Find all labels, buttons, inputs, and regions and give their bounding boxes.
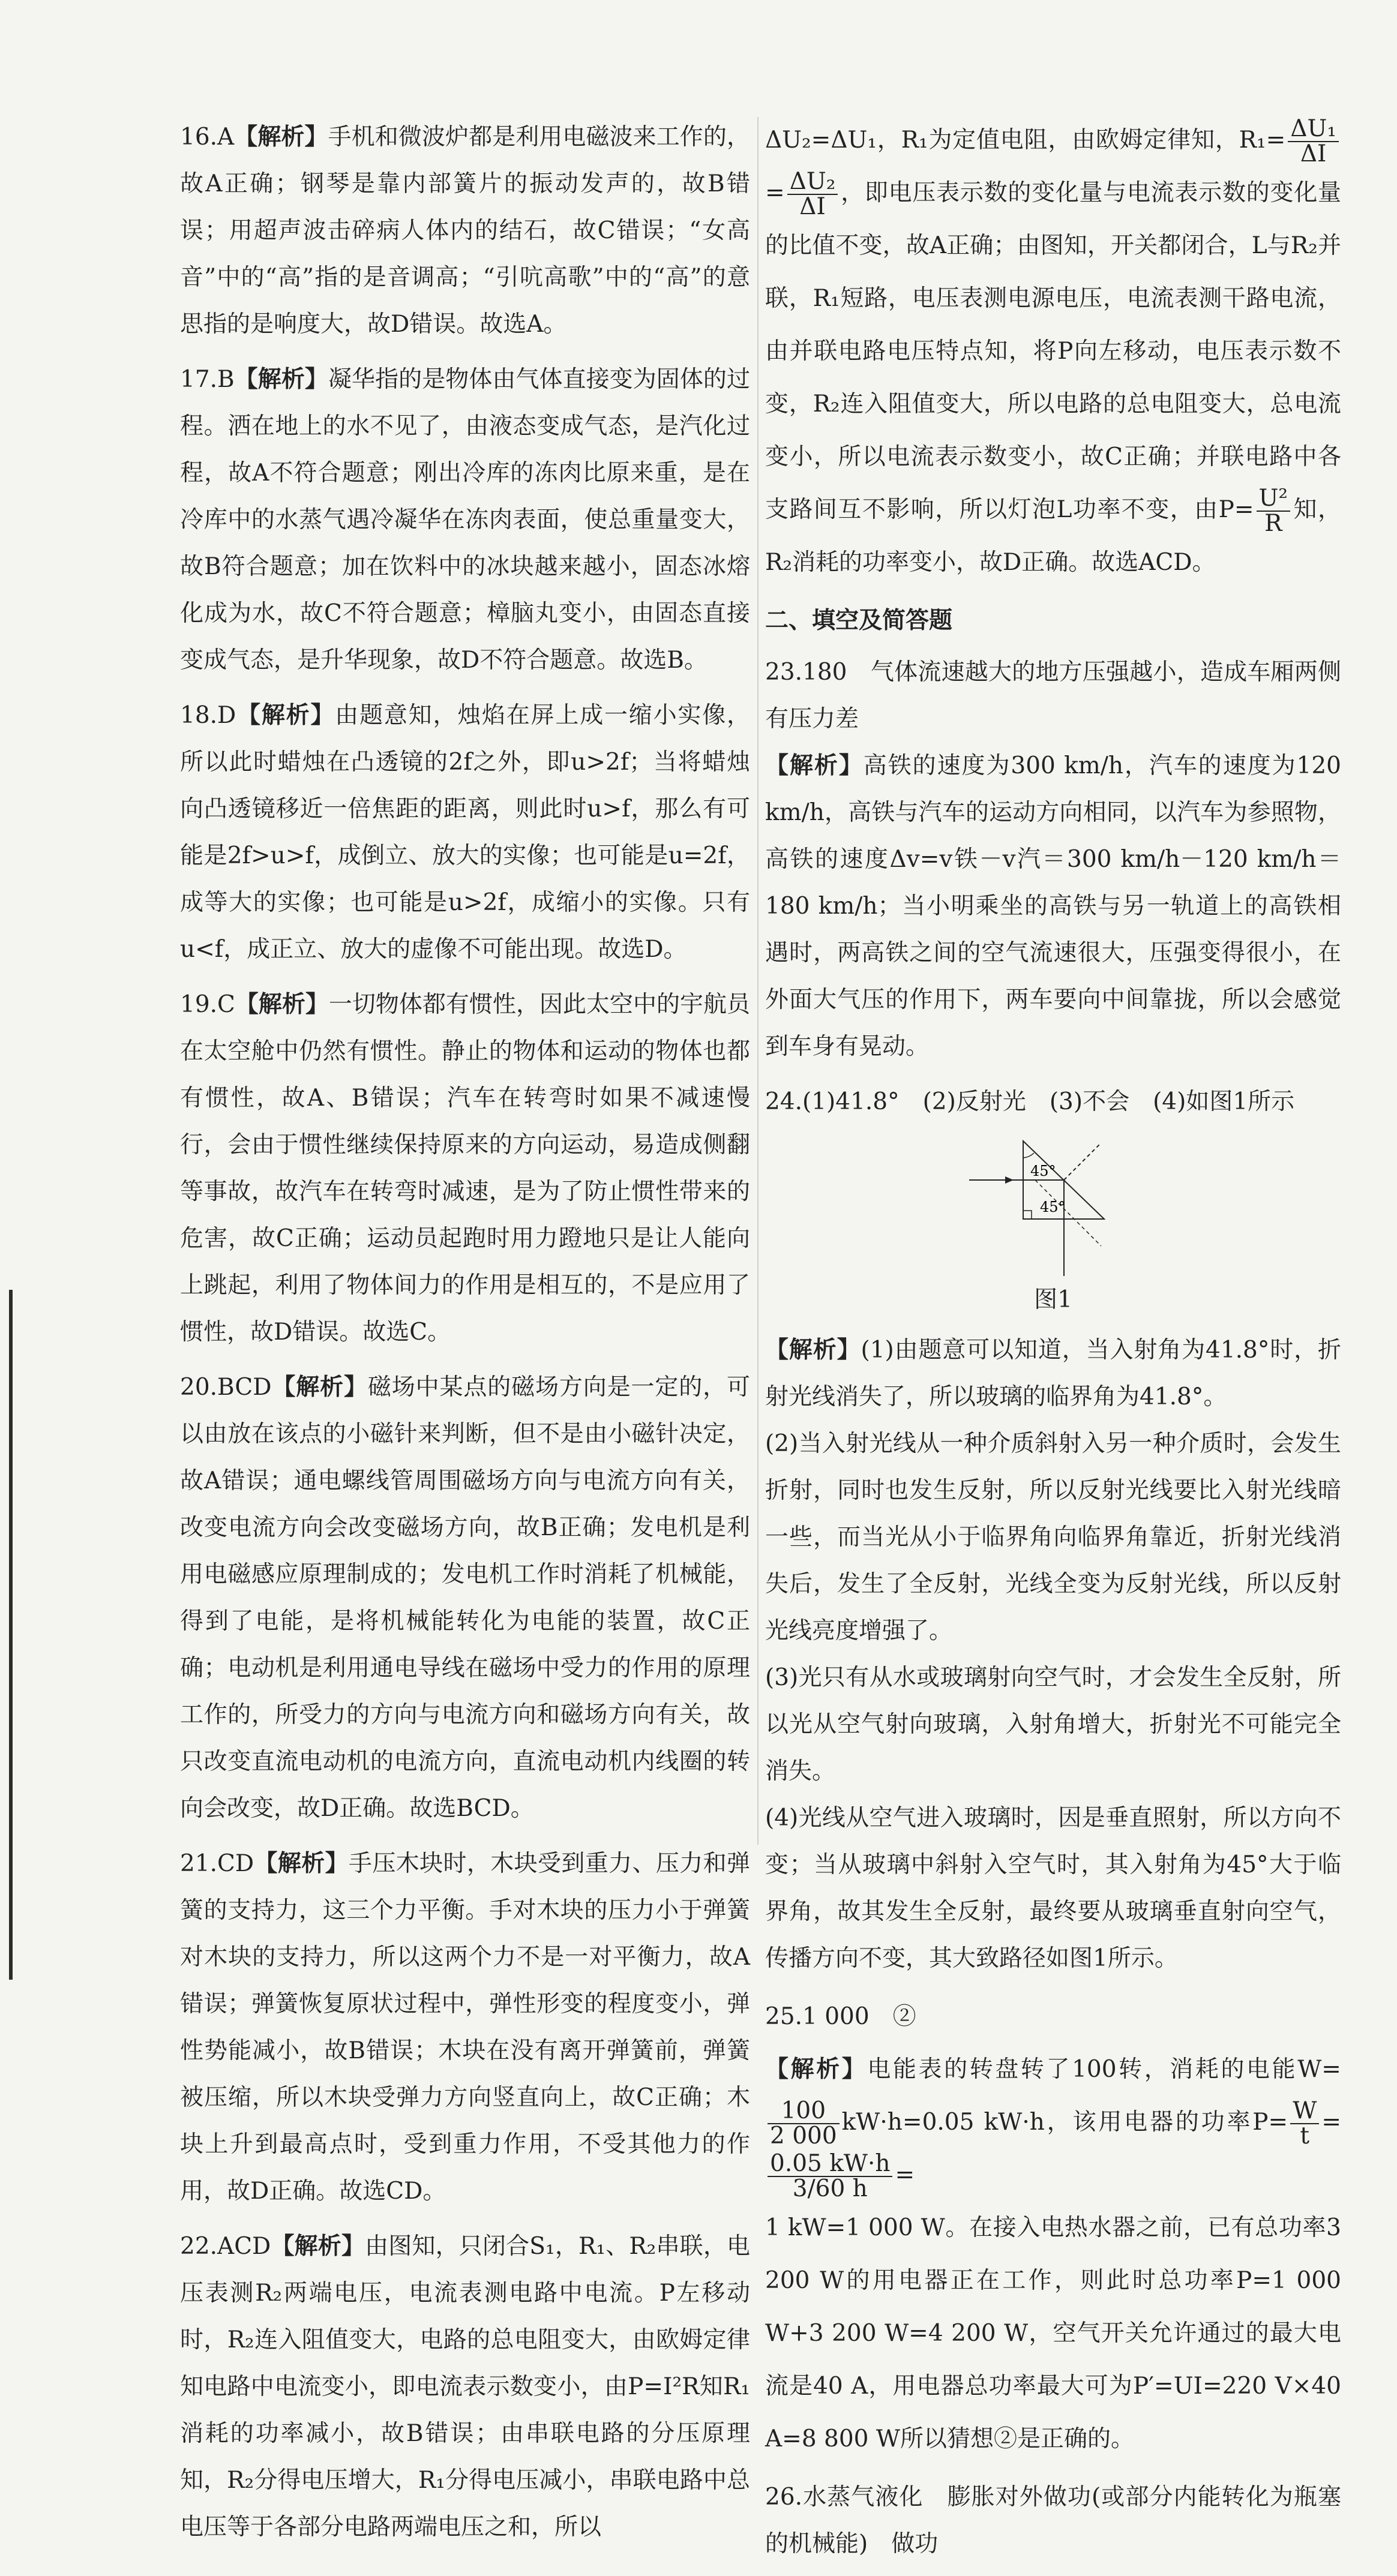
- normal-line: [1064, 1143, 1101, 1180]
- analysis-paragraph: (2)当入射光线从一种介质斜射入另一种介质时，会发生折射，同时也发生反射，所以反射光线要比入射光线暗一些，而当光从小于临界角向临界角靠近，折射光线消失后，发生了全反射，光线全变为反射光线，所以反射光线亮度增强了。: [765, 1430, 1341, 1644]
- analysis-text: 即电压表示数的变化量与电流表示数的变化量的比值不变，故A正确；由图知，开关都闭合，L与R₂并联，R₁短路，电压表测电源电压，电流表测干路电流，由并联电路电压特点知，将P向左移动，电压表示数不变，R₂连入阻值变大，所以电路的总电阻变大，总电流变小，所以电流表示数变小，故C正确；并联电路中各支路间互不影响，所以灯泡L功率不变，由P=: [765, 179, 1341, 523]
- right-angle-mark: [1023, 1211, 1032, 1219]
- numerator: 100: [768, 2099, 840, 2124]
- column-divider: [757, 117, 759, 1845]
- figure-caption: 图1: [1034, 1286, 1072, 1313]
- numerator: W: [1290, 2099, 1319, 2124]
- denominator: 2 000: [770, 2122, 837, 2149]
- analysis-tag: 【解析】: [271, 1374, 368, 1401]
- analysis-tag: 【解析】: [765, 752, 864, 779]
- answer-24: [765, 1079, 1341, 1982]
- analysis-text: =0.05 kW·h，该用电器的功率P=: [902, 2109, 1288, 2136]
- answer-23: [765, 649, 1341, 1070]
- analysis-tag: 【解析】: [254, 1850, 349, 1877]
- analysis-paragraph: (4)光线从空气进入玻璃时，因是垂直照射，所以方向不变；当从玻璃中斜射入空气时，其入射角为45°大于临界角，故其发生全反射，最终要从玻璃垂直射向空气，传播方向不变，其大致路径如图1所示。: [765, 1805, 1341, 1972]
- answer-22-continued: [765, 114, 1341, 589]
- analysis-text: 手压木块时，木块受到重力、压力和弹簧的支持力，这三个力平衡。手对木块的压力小于弹簧对木块的支持力，所以这两个力不是一对平衡力，故A错误；弹簧恢复原状过程中，弹性形变的程度变小，弹性势能减小，故B错误；木块在没有离开弹簧前，弹簧被压缩，所以木块受弹力方向竖直向上，故C正确；木块上升到最高点时，受到重力作用，不受其他力的作用，故D正确。故选CD。: [180, 1850, 750, 2205]
- numerator: ΔU₂: [787, 170, 838, 195]
- analysis-tag: 【解析】: [765, 1337, 861, 1364]
- analysis-tag: 【解析】: [234, 366, 328, 393]
- analysis-paragraph: (3)光只有从水或玻璃射向空气时，才会发生全反射，所以光从空气射向玻璃，入射角增大，折射光不可能完全消失。: [765, 1664, 1341, 1785]
- fraction-energy-over-time: [768, 2152, 892, 2201]
- analysis-tag: 【解析】: [234, 124, 328, 151]
- analysis-text: 由图知，只闭合S₁，R₁、R₂串联，电压表测R₂两端电压，电流表测电路中电流。P左移动时，R₂连入阻值变大，电路的总电阻变大，由欧姆定律知电路中电流变小，即电流表示数变小，由P=I²R知R₁消耗的功率减小，故B错误；由串联电路的分压原理知，R₂分得电压增大，R₁分得电压减小，串联电路中总电压等于各部分电路两端电压之和，所以: [180, 2233, 750, 2541]
- answer-number: 17.B: [180, 366, 235, 393]
- answer-line: 26.水蒸气液化 膨胀对外做功(或部分内能转化为瓶塞的机械能) 做功: [765, 2484, 1341, 2557]
- analysis-text: 凝华指的是物体由气体直接变为固体的过程。洒在地上的水不见了，由液态变成气态，是汽化过程，故A不符合题意；刚出冷库的冻肉比原来重，是在冷库中的水蒸气遇冷凝华在冻肉表面，使总重量变大，故B符合题意；加在饮料中的冰块越来越小，固态冰熔化成为水，故C不符合题意；樟脑丸变小，由固态直接变成气态，是升华现象，故D不符合题意。故选B。: [180, 366, 750, 674]
- answer-number: 16.A: [180, 124, 235, 151]
- answer-number: 20.BCD: [180, 1374, 272, 1401]
- analysis-text: 电能表的转盘转了100转，消耗的电能W=: [867, 2056, 1341, 2083]
- equals-sign: =: [1321, 2109, 1341, 2136]
- answer-17: [180, 356, 750, 684]
- denominator: 3/60 h: [792, 2175, 868, 2202]
- numerator: 0.05 kW·h: [768, 2152, 892, 2177]
- angle-arc-top: [1023, 1153, 1034, 1158]
- right-column: [765, 114, 1341, 2576]
- answer-19: [180, 981, 750, 1356]
- fraction-100-over-2000: [768, 2099, 840, 2148]
- answer-number: 19.C: [180, 991, 235, 1018]
- equals-sign: =: [895, 2161, 915, 2188]
- analysis-tag: 【解析】: [271, 2233, 365, 2260]
- answer-16: [180, 114, 750, 348]
- unit-text: kW·h: [841, 2109, 903, 2136]
- numerator: ΔU₁: [1288, 117, 1339, 142]
- fraction-w-over-t: [1290, 2099, 1319, 2148]
- analysis-tag: 【解析】: [236, 702, 335, 729]
- analysis-text: 知，R₂消耗的功率变小，故D正确。故选ACD。: [765, 496, 1341, 576]
- analysis-text: 一切物体都有惯性，因此太空中的宇航员在太空舱中仍然有惯性。静止的物体和运动的物体也都有惯性，故A、B错误；汽车在转弯时如果不减速慢行，会由于惯性继续保持原来的方向运动，易造成侧翻等事故，故汽车在转弯时减速，是为了防止惯性带来的危害，故C正确；运动员起跑时用力蹬地只是让人能向上跳起，利用了物体间力的作用是相互的，不是应用了惯性，故D错误。故选C。: [180, 991, 750, 1346]
- analysis-text: 由题意知，烛焰在屏上成一缩小实像，所以此时蜡烛在凸透镜的2f之外，即u>2f；当将蜡烛向凸透镜移近一倍焦距的距离，则此时u>f，那么有可能是2f>u>f，成倒立、放大的实像；也可能是u=2f，成等大的实像；也可能是u>2f，成缩小的实像。只有u<f，成正立、放大的虚像不可能出现。故选D。: [180, 702, 750, 963]
- answer-line: 24.(1)41.8° (2)反射光 (3)不会 (4)如图1所示: [765, 1088, 1295, 1115]
- incident-arrow-icon: [1005, 1176, 1014, 1184]
- equals-sign: =: [765, 179, 785, 206]
- denominator: R: [1264, 510, 1282, 537]
- answer-20: [180, 1364, 750, 1832]
- prism-light-path-diagram: [963, 1129, 1143, 1279]
- left-column: [180, 114, 750, 2559]
- answer-number: 21.CD: [180, 1850, 254, 1877]
- analysis-text: 磁场中某点的磁场方向是一定的，可以由放在该点的小磁针来判断，但不是由小磁针决定，故A错误；通电螺线管周围磁场方向与电流方向有关，改变电流方向会改变磁场方向，故B正确；发电机是利用电磁感应原理制成的；发电机工作时消耗了机械能，得到了电能，是将机械能转化为电能的装置，故C正确；电动机是利用通电导线在磁场中受力的作用的原理工作的，所受力的方向与电流方向和磁场方向有关，故只改变直流电动机的电流方向，直流电动机内线圈的转向会改变，故D正确。故选BCD。: [180, 1374, 750, 1822]
- answer-line: 25.1 000 ②: [765, 2003, 916, 2030]
- section-title: 二、填空及简答题: [765, 607, 953, 634]
- angle-label-top: 45°: [1030, 1163, 1056, 1179]
- formula-text: ，: [840, 179, 865, 206]
- answer-25: [765, 1990, 1341, 2466]
- fraction-u2-over-r: [1257, 487, 1291, 536]
- analysis-text: 1 kW=1 000 W。在接入电热水器之前，已有总功率3 200 W的用电器正在工作，则此时总功率P=1 000 W+3 200 W=4 200 W，空气开关允许通过的最大电流是40 A，用电器总功率最大可为P′=UI=220 V×40 A=8 800 W所以猜想②是正确的。: [765, 2214, 1341, 2452]
- answer-26: [765, 2474, 1341, 2568]
- analysis-text: (1)由题意可以知道，当入射角为41.8°时，折射光线消失了，所以玻璃的临界角为41.8°。: [765, 1337, 1341, 1410]
- figure-1: [765, 1129, 1341, 1321]
- analysis-text: 手机和微波炉都是利用电磁波来工作的，故A正确；钢琴是靠内部簧片的振动发声的，故B错误；用超声波击碎病人体内的结石，故C错误；“女高音”中的“高”指的是音调高；“引吭高歌”中的“高”的意思指的是响度大，故D错误。故选A。: [180, 124, 750, 338]
- analysis-tag: 【解析】: [765, 2056, 868, 2083]
- formula-text: ΔU₂=ΔU₁，R₁为定值电阻，由欧姆定律知，R₁=: [765, 127, 1286, 154]
- answer-18: [180, 692, 750, 973]
- page-edge-shadow: [9, 1290, 13, 1980]
- analysis-tag: 【解析】: [235, 991, 329, 1018]
- numerator: U²: [1257, 487, 1291, 512]
- answer-22: [180, 2223, 750, 2551]
- denominator: ΔI: [799, 193, 826, 220]
- answer-line: 23.180 气体流速越大的地方压强越小，造成车厢两侧有压力差: [765, 659, 1341, 732]
- denominator: ΔI: [1300, 140, 1327, 167]
- analysis-text: 高铁的速度为300 km/h，汽车的速度为120 km/h，高铁与汽车的运动方向相同，以汽车为参照物，高铁的速度Δv=v铁－v汽＝300 km/h－120 km/h＝180 km/h；当小明乘坐的高铁与另一轨道上的高铁相遇时，两高铁之间的空气流速很大，压强变得很小，在外面大气压的作用下，两车要向中间靠拢，所以会感觉到车身有晃动。: [765, 752, 1341, 1060]
- angle-label-bottom: 45°: [1040, 1199, 1066, 1215]
- answer-21: [180, 1841, 750, 2215]
- denominator: t: [1300, 2122, 1310, 2149]
- answer-number: 18.D: [180, 702, 236, 729]
- fraction-delta-u1: [1288, 117, 1339, 166]
- answer-number: 22.ACD: [180, 2233, 271, 2260]
- fraction-delta-u2: [787, 170, 838, 219]
